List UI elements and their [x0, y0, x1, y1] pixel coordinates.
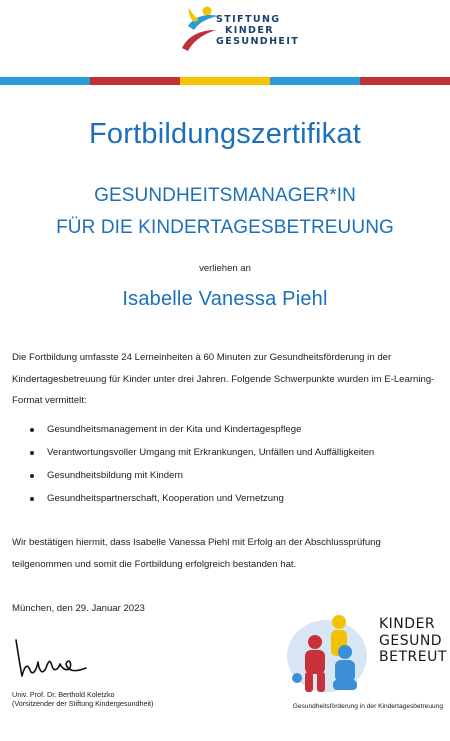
kgb-tagline: Gesundheitsförderung in der Kindertagesbetreuung — [292, 703, 443, 710]
stiftung-logo-mark — [180, 4, 220, 56]
bullet-icon — [30, 497, 34, 501]
list-item — [30, 466, 440, 489]
list-item — [30, 489, 440, 512]
bullet-icon — [30, 474, 34, 478]
stripe-segment — [0, 77, 90, 85]
children-figures-icon — [283, 608, 375, 700]
kinder-gesund-betreut-logo — [283, 608, 447, 718]
bullet-icon — [30, 451, 34, 455]
bullet-icon — [30, 428, 34, 432]
confirmation-text: Wir bestätigen hiermit, dass Isabelle Vanessa Piehl mit Erfolg an der Abschlussprüfung teilgenommen und somit die Fortbildung erfolgreich bestanden hat. — [12, 537, 381, 570]
color-stripe — [0, 77, 450, 85]
topic-text: Gesundheitsmanagement in der Kita und Kindertagespflege — [47, 424, 302, 435]
place-date: München, den 29. Januar 2023 — [12, 603, 145, 614]
topic-text: Verantwortungsvoller Umgang mit Erkrankungen, Unfällen und Auffälligkeiten — [47, 447, 375, 458]
stripe-segment — [90, 77, 180, 85]
recipient-name: Isabelle Vanessa Piehl — [122, 288, 328, 310]
signer-block — [12, 690, 153, 708]
topic-text: Gesundheitspartnerschaft, Kooperation und Vernetzung — [47, 493, 284, 504]
stiftung-logo-wordmark — [216, 14, 299, 47]
stripe-segment — [180, 77, 270, 85]
course-description: Die Fortbildung umfasste 24 Lerneinheiten à 60 Minuten zur Gesundheitsförderung in der Kindertagesbetreuung für Kinder unter drei Jahren. Folgende Schwerpunkte wurden im E-Learning-Format vermittelt: — [12, 352, 435, 406]
logo-line-1: STIFTUNG — [216, 14, 281, 25]
kgb-line-1: KINDER — [379, 616, 436, 632]
stiftung-kindergesundheit-logo — [180, 4, 300, 59]
kgb-line-2: GESUND — [379, 632, 443, 649]
certificate-subtitle — [0, 180, 450, 244]
signer-name: Univ. Prof. Dr. Berthold Koletzko — [12, 690, 115, 699]
certificate-title: Fortbildungszertifikat — [89, 118, 361, 150]
kgb-line-3: BETREUT — [379, 649, 447, 665]
list-item — [30, 443, 440, 466]
subtitle-line-1: GESUNDHEITSMANAGER*IN — [94, 185, 356, 206]
list-item — [30, 420, 440, 443]
stripe-segment — [270, 77, 360, 85]
topic-list — [30, 420, 440, 512]
signature-image — [12, 632, 92, 680]
signer-role: (Vorsitzender der Stiftung Kindergesundheit) — [12, 699, 154, 708]
subtitle-line-2: FÜR DIE KINDERTAGESBETREUUNG — [56, 217, 394, 238]
logo-line-3: GESUNDHEIT — [216, 36, 300, 47]
logo-line-2: KINDER — [225, 25, 274, 36]
topic-text: Gesundheitsbildung mit Kindern — [47, 470, 183, 481]
stripe-segment — [360, 77, 450, 85]
kgb-wordmark — [379, 616, 447, 666]
awarded-to-label: verliehen an — [199, 263, 251, 274]
